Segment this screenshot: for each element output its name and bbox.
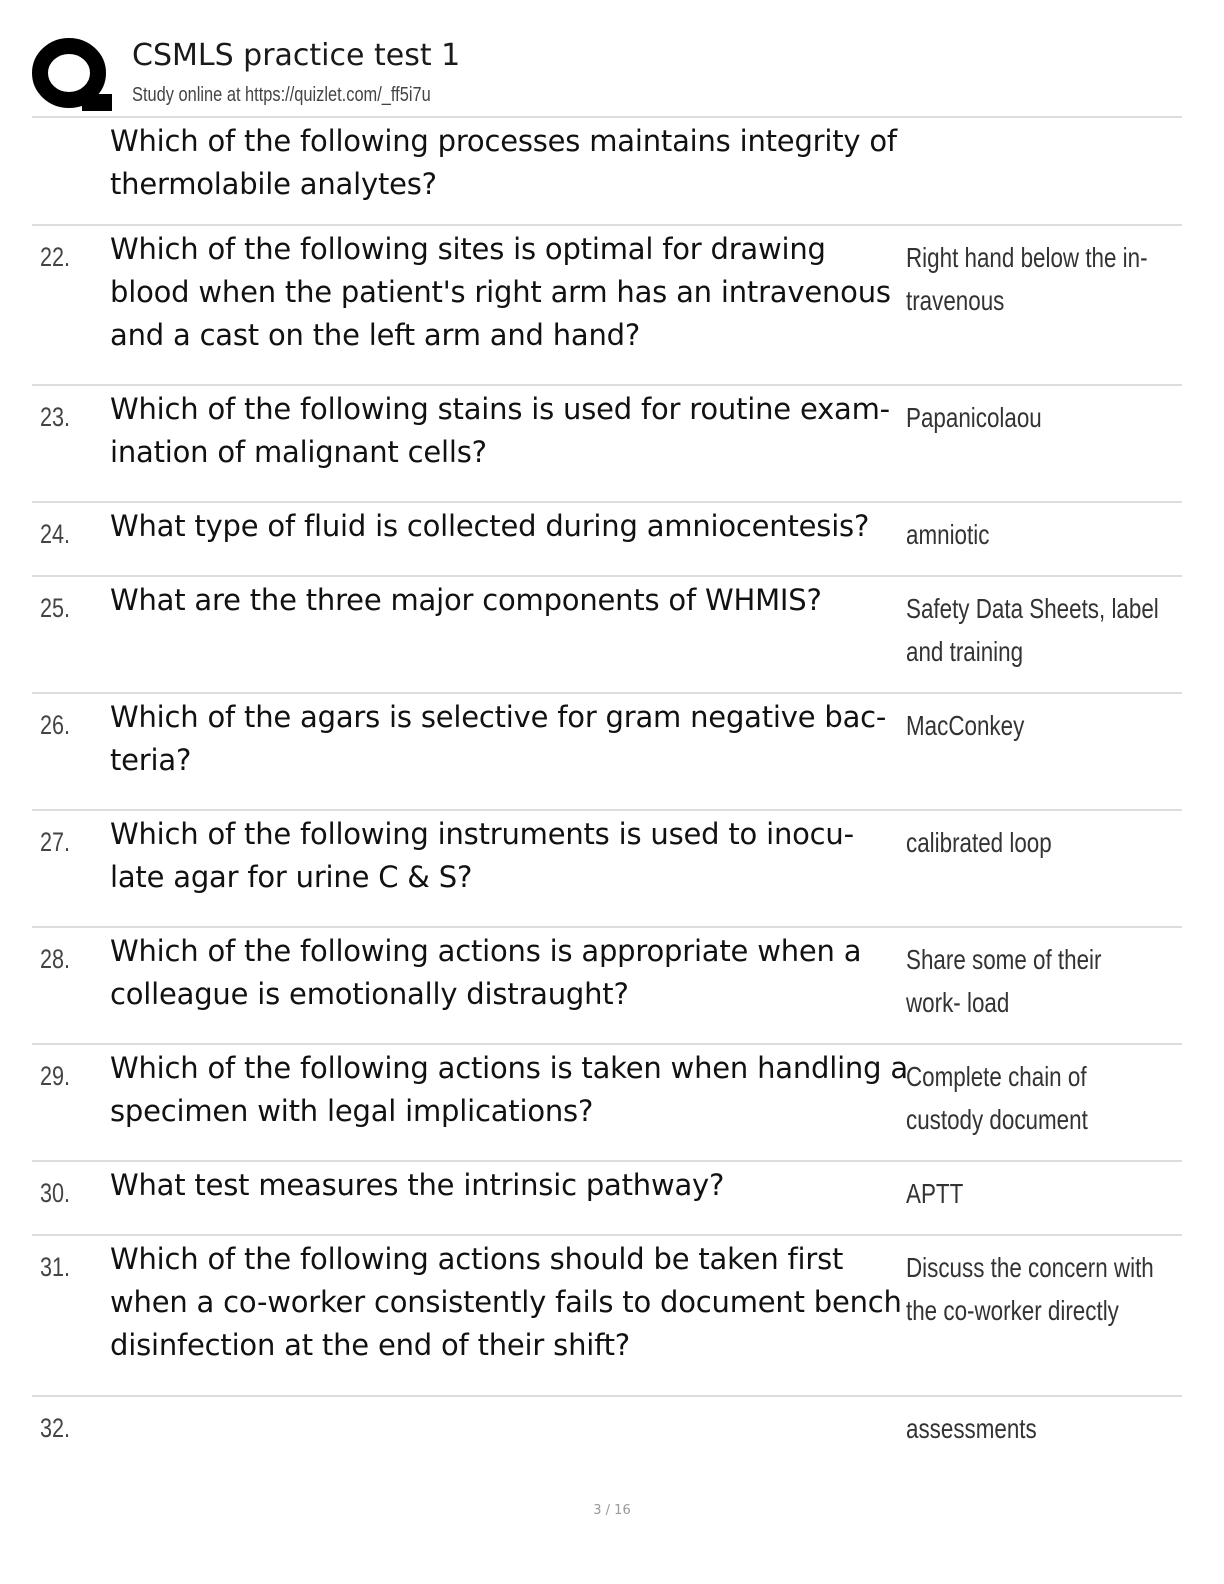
card-definition: Safety Data Sheets, label and training <box>906 593 1159 667</box>
card-number: 22. <box>40 242 71 272</box>
card-definition: Right hand below the in- travenous <box>906 242 1148 316</box>
flashcard <box>32 811 1182 928</box>
card-term: What type of fluid is collected during amniocentesis? <box>110 509 870 543</box>
card-definition: calibrated loop <box>906 827 1052 858</box>
page-header <box>32 32 1182 116</box>
card-definition: assessments <box>906 1413 1037 1444</box>
card-number: 30. <box>40 1178 71 1208</box>
flashcard <box>32 1236 1182 1397</box>
card-term: Which of the following actions should be taken first when a co-worker consistently fails to document bench disinfection at the end of their shift? <box>110 1242 902 1362</box>
flashcard <box>32 1397 1182 1477</box>
card-definition: MacConkey <box>906 710 1025 741</box>
flashcard <box>32 386 1182 503</box>
flashcard <box>32 928 1182 1045</box>
card-term: What are the three major components of WHMIS? <box>110 583 822 617</box>
card-number: 25. <box>40 593 71 623</box>
flashcard <box>32 1045 1182 1162</box>
card-definition: APTT <box>906 1178 964 1209</box>
card-number: 24. <box>40 519 71 549</box>
flashcard <box>32 694 1182 811</box>
card-term: Which of the agars is selective for gram negative bac- teria? <box>110 700 887 777</box>
flashcard <box>32 118 1182 226</box>
card-term: Which of the following processes maintains integrity of thermolabile analytes? <box>110 124 897 201</box>
card-number: 23. <box>40 402 71 432</box>
card-term: What test measures the intrinsic pathway? <box>110 1168 725 1202</box>
card-number: 31. <box>40 1252 71 1282</box>
card-definition: Discuss the concern with the co-worker directly <box>906 1252 1154 1326</box>
card-term: Which of the following actions is taken when handling a specimen with legal implications? <box>110 1051 908 1128</box>
flashcard <box>32 226 1182 386</box>
card-number: 28. <box>40 944 71 974</box>
card-number: 26. <box>40 710 71 740</box>
card-definition: Papanicolaou <box>906 402 1042 433</box>
card-term: Which of the following stains is used for routine exam- ination of malignant cells? <box>110 392 890 469</box>
flashcard <box>32 503 1182 577</box>
card-number: 27. <box>40 827 71 857</box>
card-definition: amniotic <box>906 519 990 550</box>
page-title: CSMLS practice test 1 <box>132 38 461 73</box>
card-term: Which of the following instruments is used to inocu- late agar for urine C & S? <box>110 817 854 894</box>
study-link[interactable]: Study online at https://quizlet.com/_ff5i7u <box>132 84 431 106</box>
flashcard <box>32 1162 1182 1236</box>
card-number: 29. <box>40 1061 71 1091</box>
page-number: 3 / 16 <box>593 1503 631 1518</box>
quizlet-q-icon <box>32 36 114 114</box>
card-term: Which of the following actions is appropriate when a colleague is emotionally distraught? <box>110 934 862 1011</box>
flashcard <box>32 577 1182 694</box>
card-definition: Share some of their work- load <box>906 944 1102 1018</box>
card-term: Which of the following sites is optimal for drawing blood when the patient's right arm has an intravenous and a cast on the left arm and hand? <box>110 232 891 352</box>
card-definition: Complete chain of custody document <box>906 1061 1088 1135</box>
card-number: 32. <box>40 1413 71 1443</box>
